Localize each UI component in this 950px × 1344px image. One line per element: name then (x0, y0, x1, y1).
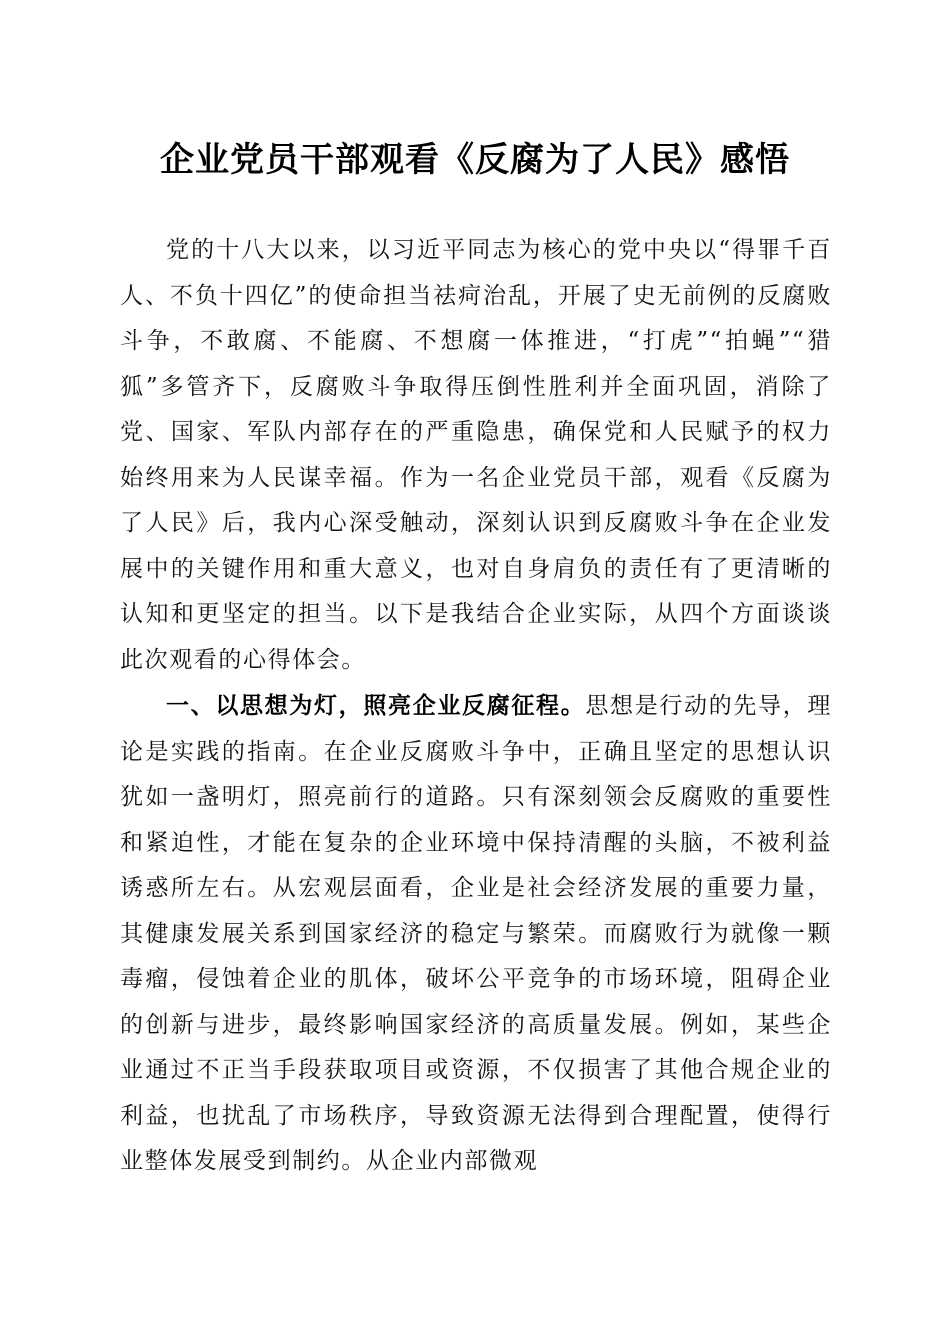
paragraph-section-one (120, 683, 832, 1185)
paragraph-intro-text: 党的十八大以来，以习近平同志为核心的党中央以“得罪千百人、不负十四亿”的使命担当祛疴治乱，开展了史无前例的反腐败斗争，不敢腐、不能腐、不想腐一体推进，“打虎”“拍蝇”“猎狐”多管齐下，反腐败斗争取得压倒性胜利并全面巩固，消除了党、国家、军队内部存在的严重隐患，确保党和人民赋予的权力始终用来为人民谋幸福。作为一名企业党员干部，观看《反腐为了人民》后，我内心深受触动，深刻认识到反腐败斗争在企业发展中的关键作用和重大意义，也对自身肩负的责任有了更清晰的认知和更坚定的担当。以下是我结合企业实际，从四个方面谈谈此次观看的心得体会。 (120, 237, 832, 673)
section-one-heading: 一、以思想为灯，照亮企业反腐征程。 (166, 692, 586, 719)
document-title: 企业党员干部观看《反腐为了人民》感悟 (160, 140, 790, 180)
document-body (120, 228, 832, 1185)
paragraph-intro (120, 228, 832, 683)
section-one-text: 思想是行动的先导，理论是实践的指南。在企业反腐败斗争中，正确且坚定的思想认识犹如一盏明灯，照亮前行的道路。只有深刻领会反腐败的重要性和紧迫性，才能在复杂的企业环境中保持清醒的头脑，不被利益诱惑所左右。从宏观层面看，企业是社会经济发展的重要力量，其健康发展关系到国家经济的稳定与繁荣。而腐败行为就像一颗毒瘤，侵蚀着企业的肌体，破坏公平竞争的市场环境，阻碍企业的创新与进步，最终影响国家经济的高质量发展。例如，某些企业通过不正当手段获取项目或资源，不仅损害了其他合规企业的利益，也扰乱了市场秩序，导致资源无法得到合理配置，使得行业整体发展受到制约。从企业内部微观 (120, 693, 832, 1174)
